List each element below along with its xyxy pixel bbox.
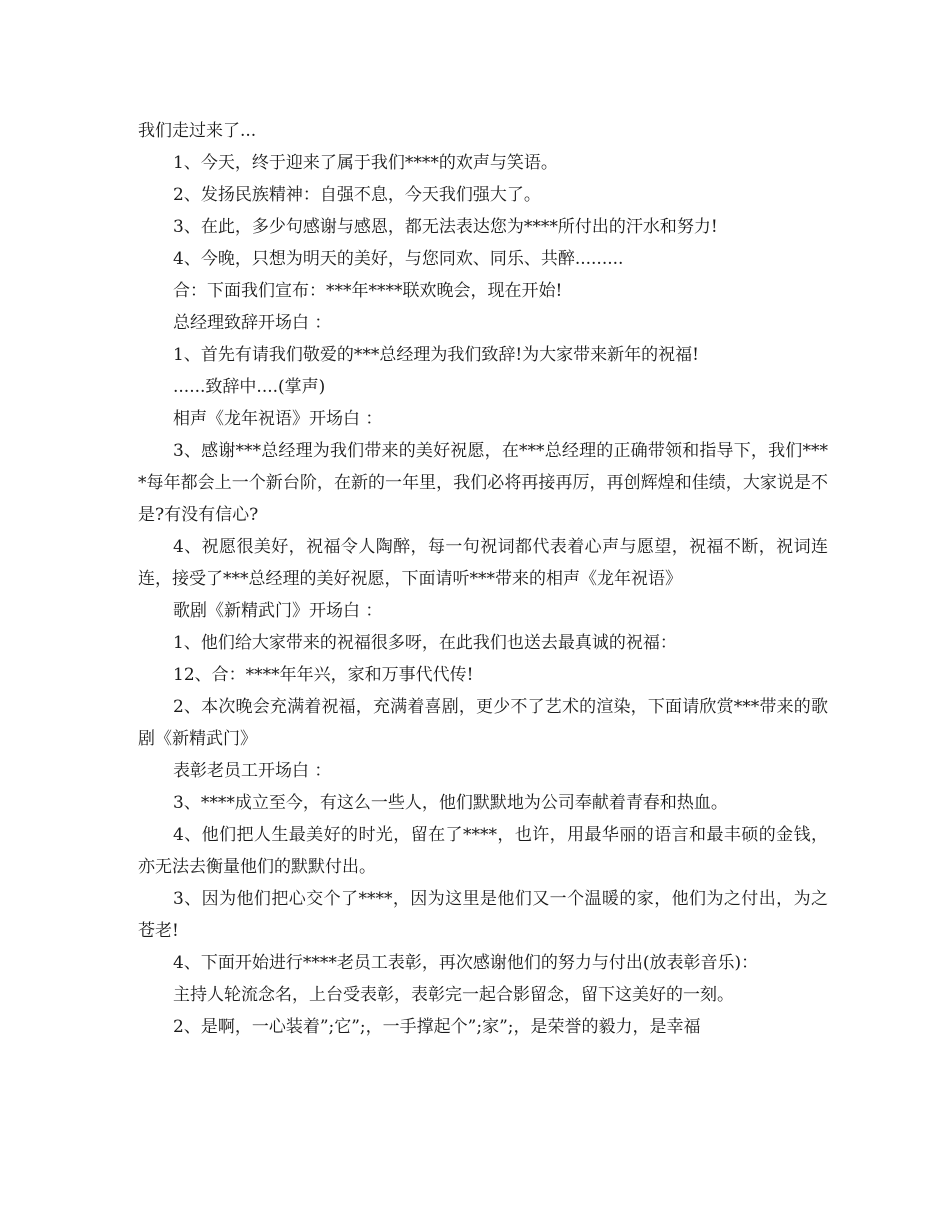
paragraph: ......致辞中....(掌声) [173, 377, 326, 397]
paragraph: 主持人轮流念名，上台受表彰，表彰完一起合影留念，留下这美好的一刻。 [173, 985, 734, 1005]
paragraph: 4、今晚，只想为明天的美好，与您同欢、同乐、共醉......... [173, 249, 624, 269]
paragraph: 2、本次晚会充满着祝福，充满着喜剧，更少不了艺术的渲染，下面请欣赏***带来的歌剧《新精武门》 [138, 697, 828, 749]
paragraph: 1、首先有请我们敬爱的***总经理为我们致辞!为大家带来新年的祝福! [173, 345, 699, 365]
section-heading: 总经理致辞开场白 ： [173, 313, 332, 333]
paragraph: 4、祝愿很美好，祝福令人陶醉，每一句祝词都代表着心声与愿望，祝福不断，祝词连连，接受了***总经理的美好祝愿，下面请听***带来的相声《龙年祝语》 [138, 537, 828, 589]
paragraph: 1、今天，终于迎来了属于我们****的欢声与笑语。 [173, 153, 558, 173]
paragraph: 2、发扬民族精神：自强不息，今天我们强大了。 [173, 185, 541, 205]
paragraph: 3、****成立至今，有这么一些人，他们默默地为公司奉献着青春和热血。 [173, 793, 728, 813]
paragraph: 4、他们把人生最美好的时光，留在了****，也许，用最华丽的语言和最丰硕的金钱，亦无法去衡量他们的默默付出。 [138, 825, 828, 877]
paragraph: 4、下面开始进行****老员工表彰，再次感谢他们的努力与付出(放表彰音乐)： [173, 953, 759, 973]
document-body [138, 115, 828, 1043]
paragraph: 2、是啊，一心装着”;它”;，一手撑起个”;家”;，是荣誉的毅力，是幸福 [173, 1017, 701, 1037]
paragraph: 3、在此，多少句感谢与感恩，都无法表达您为****所付出的汗水和努力! [173, 217, 718, 237]
paragraph: 3、因为他们把心交个了****，因为这里是他们又一个温暖的家，他们为之付出，为之苍老! [138, 889, 828, 941]
section-heading: 表彰老员工开场白 ： [173, 761, 332, 781]
section-heading: 相声《龙年祝语》开场白 ： [173, 409, 383, 429]
paragraph: 12、合：****年年兴，家和万事代代传! [173, 665, 474, 685]
paragraph: 我们走过来了... [138, 121, 257, 141]
paragraph: 合：下面我们宣布：***年****联欢晚会，现在开始! [173, 281, 563, 301]
section-heading: 歌剧《新精武门》开场白 ： [173, 601, 383, 621]
paragraph: 3、感谢***总经理为我们带来的美好祝愿，在***总经理的正确带领和指导下，我们****每年都会上一个新台阶，在新的一年里，我们必将再接再厉，再创辉煌和佳绩，大家说是不是?有没有信心? [138, 441, 828, 525]
paragraph: 1、他们给大家带来的祝福很多呀，在此我们也送去最真诚的祝福： [173, 633, 677, 653]
